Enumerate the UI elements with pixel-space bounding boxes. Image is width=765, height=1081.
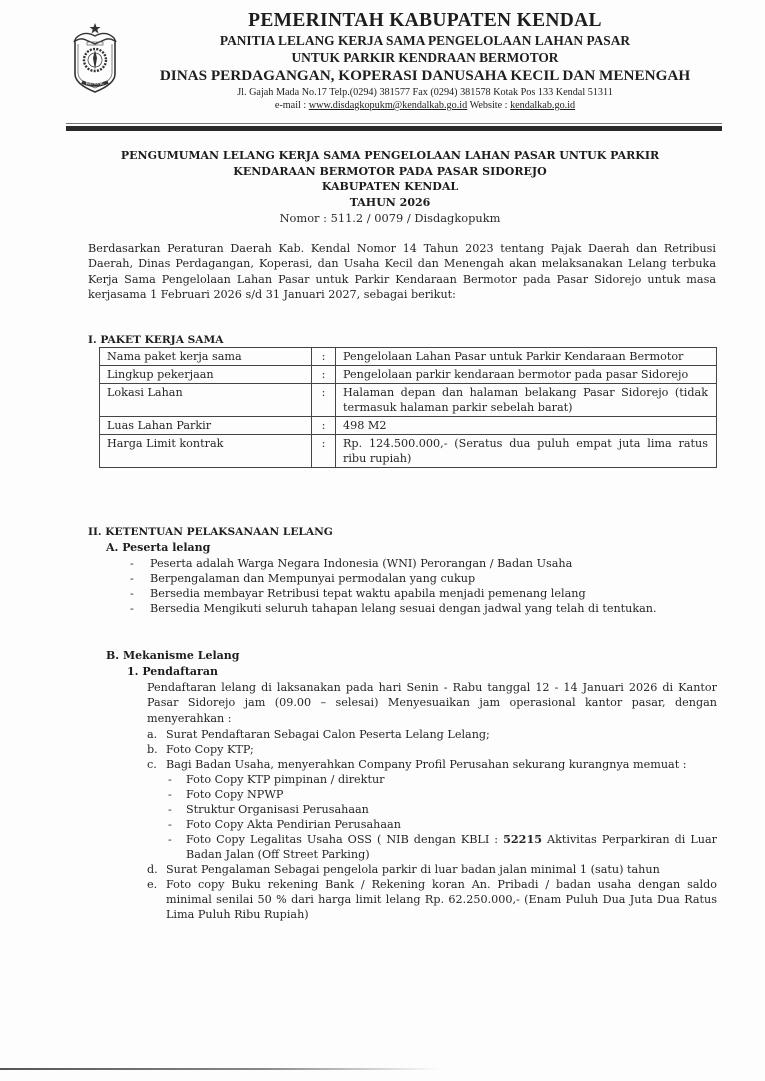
list-item [128, 556, 718, 571]
dash-bullet: - [168, 788, 172, 801]
row-separator: : [312, 348, 336, 366]
list-item [128, 586, 718, 601]
row-label: Luas Lahan Parkir [100, 417, 312, 435]
list-item [166, 802, 717, 817]
page-bottom-divider [0, 1068, 440, 1070]
list-item [166, 787, 717, 802]
title-line-1: PENGUMUMAN LELANG KERJA SAMA PENGELOLAAN LAHAN PASAR UNTUK PARKIR [120, 149, 660, 162]
kbli-code: 52215 [503, 832, 543, 846]
item-marker: d. [147, 863, 158, 876]
contact-line [130, 99, 720, 112]
item-marker: c. [147, 758, 157, 771]
title-line-4: TAHUN 2026 [349, 195, 431, 209]
department-name: DINAS PERDAGANGAN, KOPERASI DANUSAHA KECIL DAN MENENGAH [159, 67, 691, 84]
package-table [99, 347, 717, 468]
list-item [128, 601, 718, 616]
list-item [128, 571, 718, 586]
letterhead [0, 0, 765, 135]
committee-name: PANITIA LELANG KERJA SAMA PENGELOLAAN LAHAN PASAR [219, 33, 631, 48]
row-value: 498 M2 [336, 417, 717, 435]
government-name: PEMERINTAH KABUPATEN KENDAL [248, 10, 602, 31]
requirement-text: Surat Pendaftaran Sebagai Calon Peserta Lelang Lelang; [166, 728, 490, 741]
requirement-item [147, 757, 717, 862]
requirement-item [147, 877, 717, 922]
participants-list [128, 556, 718, 616]
committee-subtitle: UNTUK PARKIR KENDRAAN BERMOTOR [291, 50, 559, 65]
letterhead-text [130, 10, 720, 112]
requirements-list [147, 727, 717, 922]
item-marker: b. [147, 743, 158, 756]
document-number: Nomor : 511.2 / 0079 / Disdagkopukm [279, 211, 501, 225]
row-value: Pengelolaan parkir kendaraan bermotor pada pasar Sidorejo [336, 366, 717, 384]
website-label: Website : [467, 100, 511, 111]
section-2-heading: II. KETENTUAN PELAKSANAAN LELANG [88, 526, 333, 538]
row-separator: : [312, 435, 336, 468]
dash-bullet: - [130, 602, 134, 615]
list-item-text: Bersedia Mengikuti seluruh tahapan lelang sesuai dengan jadwal yang telah di tentukan. [150, 602, 657, 615]
dash-bullet: - [130, 587, 134, 600]
requirement-item [147, 742, 717, 757]
row-value: Rp. 124.500.000,- (Seratus dua puluh empat juta lima ratus ribu rupiah) [336, 435, 717, 468]
item-marker: a. [147, 728, 158, 741]
requirement-text: Foto Copy KTP; [166, 743, 254, 756]
row-separator: : [312, 384, 336, 417]
row-separator: : [312, 366, 336, 384]
dash-bullet: - [168, 833, 172, 846]
list-item-text: Bersedia membayar Retribusi tepat waktu apabila menjadi pemenang lelang [150, 587, 586, 600]
dash-bullet: - [130, 557, 134, 570]
row-value: Halaman depan dan halaman belakang Pasar Sidorejo (tidak termasuk halaman parkir sebelah barat) [336, 384, 717, 417]
mechanism-heading: B. Mekanisme Lelang [106, 649, 240, 662]
table-row [100, 366, 717, 384]
registration-paragraph: Pendaftaran lelang di laksanakan pada hari Senin - Rabu tanggal 12 - 14 Januari 2026 di Kantor Pasar Sidorejo jam (09.00 – selesai) Menyesuaikan jam operasional kantor pasar, dengan menyerahkan : [147, 681, 717, 725]
dash-bullet: - [168, 773, 172, 786]
crest-text: KENDAL [86, 80, 104, 86]
row-label: Nama paket kerja sama [100, 348, 312, 366]
table-row [100, 435, 717, 468]
table-row [100, 417, 717, 435]
website-link[interactable]: kendalkab.go.id [510, 100, 576, 111]
dash-bullet: - [168, 818, 172, 831]
title-line-2: KENDARAAN BERMOTOR PADA PASAR SIDOREJO [233, 164, 547, 178]
row-label: Harga Limit kontrak [100, 435, 312, 468]
participants-heading: A. Peserta lelang [106, 541, 211, 554]
list-item-text: Foto Copy NPWP [186, 788, 284, 801]
email-link[interactable]: www.disdagkopukm@kendalkab.go.id [308, 100, 468, 111]
row-value: Pengelolaan Lahan Pasar untuk Parkir Kendaraan Bermotor [336, 348, 717, 366]
list-item [166, 817, 717, 832]
list-item-text: Foto Copy KTP pimpinan / direktur [186, 773, 385, 786]
letterhead-thick-divider [66, 126, 722, 131]
requirement-text: Foto copy Buku rekening Bank / Rekening koran An. Pribadi / badan usaha dengan saldo minimal senilai 50 % dari harga limit lelang Rp. 62.250.000,- (Enam Puluh Dua Juta Dua Ratus Lima Puluh Ribu Rupiah) [166, 878, 717, 921]
registration-heading: 1. Pendaftaran [127, 665, 218, 678]
item-marker: e. [147, 878, 158, 891]
requirement-item [147, 862, 717, 877]
row-separator: : [312, 417, 336, 435]
letterhead-thin-divider [66, 123, 722, 124]
intro-paragraph: Berdasarkan Peraturan Daerah Kab. Kendal Nomor 14 Tahun 2023 tentang Pajak Daerah dan Retribusi Daerah, Dinas Perdagangan, Koperasi, dan Usaha Kecil dan Menengah akan melaksanakan Lelang terbuka Kerja Sama Pengelolaan Lahan Pasar untuk Parkir Kendaraan Bermotor pada Pasar Sidorejo untuk masa kerjasama 1 Februari 2026 s/d 31 Januari 2027, sebagai berikut: [88, 242, 716, 301]
announcement-title [80, 148, 700, 226]
email-label: e-mail : [274, 100, 309, 111]
section-1-heading: I. PAKET KERJA SAMA [88, 334, 224, 346]
requirement-text: Bagi Badan Usaha, menyerahkan Company Profil Perusahan sekurang kurangnya memuat : [166, 758, 687, 771]
list-item [166, 772, 717, 787]
oss-text-after: Aktivitas Perparkiran di Luar Badan Jalan (Off Street Parking) [186, 833, 718, 861]
requirement-text: Surat Pengalaman Sebagai pengelola parkir di luar badan jalan minimal 1 (satu) tahun [166, 863, 660, 876]
list-item-text: Peserta adalah Warga Negara Indonesia (WNI) Perorangan / Badan Usaha [150, 557, 573, 570]
list-item-text: Berpengalaman dan Mempunyai permodalan yang cukup [150, 572, 476, 585]
dash-bullet: - [130, 572, 134, 585]
list-item-text: Foto Copy Akta Pendirian Perusahaan [186, 818, 401, 831]
table-row [100, 384, 717, 417]
table-row [100, 348, 717, 366]
title-line-3: KABUPATEN KENDAL [321, 180, 459, 193]
list-item-text: Struktur Organisasi Perusahaan [186, 803, 369, 816]
row-label: Lingkup pekerjaan [100, 366, 312, 384]
office-address: Jl. Gajah Mada No.17 Telp.(0294) 381577 Fax (0294) 381578 Kotak Pos 133 Kendal 51311 [237, 87, 613, 98]
row-label: Lokasi Lahan [100, 384, 312, 417]
dash-bullet: - [168, 803, 172, 816]
company-profile-list [166, 772, 717, 862]
requirement-item [147, 727, 717, 742]
list-item [166, 832, 717, 862]
oss-text-before: Foto Copy Legalitas Usaha OSS ( NIB dengan KBLI : [186, 833, 504, 846]
